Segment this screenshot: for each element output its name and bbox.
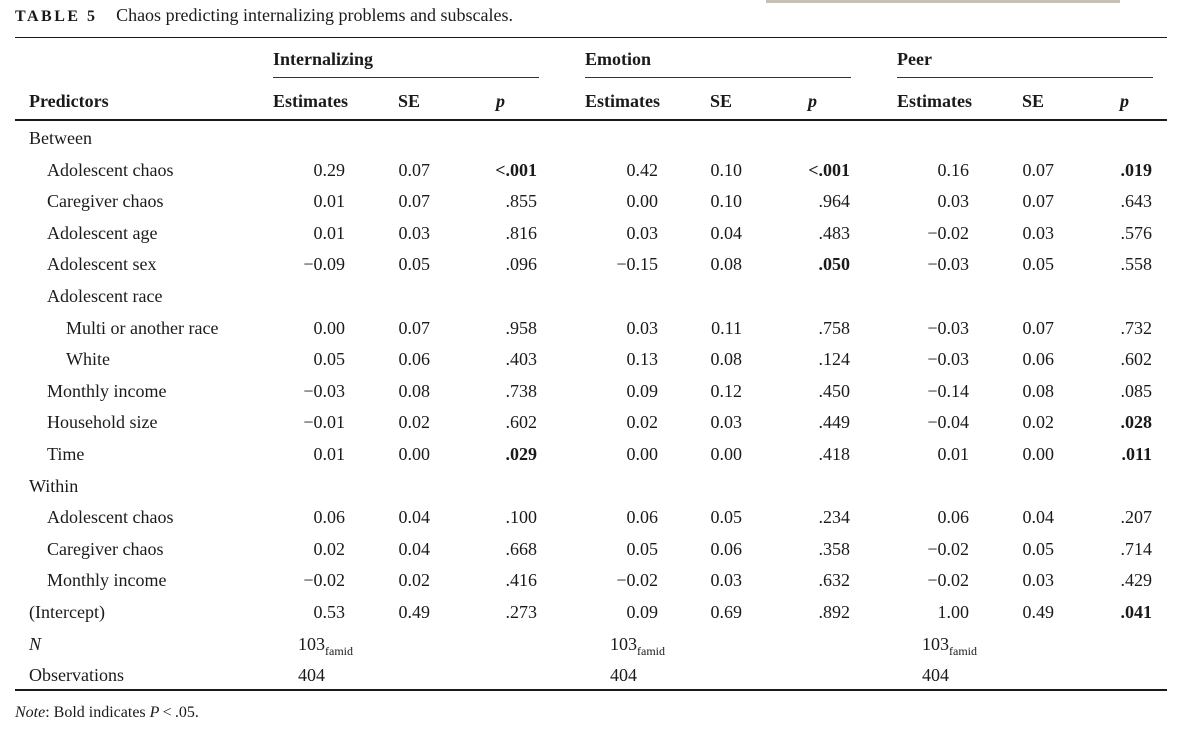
p-header: p bbox=[496, 91, 505, 111]
table-title: Chaos predicting internalizing problems and subscales. bbox=[116, 5, 513, 25]
row-label: Monthly income bbox=[47, 381, 167, 401]
n-subscript: famid bbox=[949, 644, 977, 658]
p-value-cell: .855 bbox=[505, 191, 537, 211]
observations-value: 404 bbox=[922, 665, 949, 685]
se-cell: 0.02 bbox=[1022, 412, 1054, 432]
group-header-emotion: Emotion bbox=[585, 49, 652, 69]
estimate-cell: −0.03 bbox=[927, 318, 969, 338]
estimate-cell: 0.01 bbox=[937, 444, 969, 464]
estimate-cell: 0.53 bbox=[313, 602, 345, 622]
estimate-cell: 0.05 bbox=[626, 539, 658, 559]
p-value-cell: .234 bbox=[818, 507, 850, 527]
estimate-cell: 0.06 bbox=[313, 507, 345, 527]
n-label: N bbox=[29, 634, 42, 654]
p-value-cell: .964 bbox=[818, 191, 850, 211]
row-label: Caregiver chaos bbox=[47, 539, 164, 559]
estimate-cell: 0.01 bbox=[313, 444, 345, 464]
row-label: White bbox=[66, 349, 110, 369]
p-value-cell: .816 bbox=[505, 223, 537, 243]
p-value-cell: .643 bbox=[1120, 191, 1152, 211]
se-cell: 0.07 bbox=[1022, 191, 1054, 211]
estimate-cell: −0.02 bbox=[927, 539, 969, 559]
se-cell: 0.03 bbox=[710, 412, 742, 432]
estimate-cell: 0.06 bbox=[937, 507, 969, 527]
estimate-cell: 0.02 bbox=[313, 539, 345, 559]
row-label: Multi or another race bbox=[66, 318, 219, 338]
estimate-cell: −0.15 bbox=[616, 254, 658, 274]
row-label: Adolescent race bbox=[47, 286, 163, 306]
se-cell: 0.03 bbox=[710, 570, 742, 590]
estimates-header: Estimates bbox=[585, 91, 660, 111]
p-value-cell: .714 bbox=[1120, 539, 1152, 559]
p-value-cell: .028 bbox=[1120, 412, 1152, 432]
estimate-cell: 0.00 bbox=[626, 444, 658, 464]
estimate-cell: 0.03 bbox=[937, 191, 969, 211]
se-cell: 0.10 bbox=[710, 191, 742, 211]
n-number: 103 bbox=[610, 634, 637, 654]
table-caption bbox=[15, 5, 513, 26]
row-label: Household size bbox=[47, 412, 158, 432]
se-cell: 0.00 bbox=[398, 444, 430, 464]
se-cell: 0.02 bbox=[398, 412, 430, 432]
se-header: SE bbox=[1022, 91, 1045, 111]
n-subscript: famid bbox=[325, 644, 353, 658]
row-label: Monthly income bbox=[47, 570, 167, 590]
p-value-cell: .450 bbox=[818, 381, 850, 401]
observations-label: Observations bbox=[29, 665, 124, 685]
estimate-cell: 0.01 bbox=[313, 191, 345, 211]
p-value-cell: .449 bbox=[818, 412, 850, 432]
p-value-cell: .019 bbox=[1120, 160, 1152, 180]
se-cell: 0.06 bbox=[398, 349, 430, 369]
p-value-cell: .758 bbox=[818, 318, 850, 338]
p-value-cell: <.001 bbox=[808, 160, 850, 180]
estimate-cell: −0.14 bbox=[927, 381, 969, 401]
p-value-cell: .403 bbox=[505, 349, 537, 369]
row-label: Adolescent chaos bbox=[47, 507, 174, 527]
estimate-cell: 0.03 bbox=[626, 318, 658, 338]
se-cell: 0.08 bbox=[710, 349, 742, 369]
se-cell: 0.07 bbox=[1022, 318, 1054, 338]
group-header-internalizing: Internalizing bbox=[273, 49, 374, 69]
p-value-cell: .576 bbox=[1120, 223, 1152, 243]
estimate-cell: 0.05 bbox=[313, 349, 345, 369]
estimate-cell: 0.13 bbox=[626, 349, 658, 369]
p-value-cell: .418 bbox=[818, 444, 850, 464]
p-value-cell: .668 bbox=[505, 539, 537, 559]
se-cell: 0.12 bbox=[710, 381, 742, 401]
estimate-cell: 0.00 bbox=[626, 191, 658, 211]
p-value-cell: .602 bbox=[505, 412, 537, 432]
p-value-cell: .041 bbox=[1120, 602, 1152, 622]
se-cell: 0.05 bbox=[710, 507, 742, 527]
estimate-cell: 1.00 bbox=[937, 602, 969, 622]
p-value-cell: .958 bbox=[505, 318, 537, 338]
observations-value: 404 bbox=[298, 665, 325, 685]
se-cell: 0.04 bbox=[398, 539, 430, 559]
se-header: SE bbox=[398, 91, 421, 111]
se-cell: 0.07 bbox=[1022, 160, 1054, 180]
row-label: Adolescent sex bbox=[47, 254, 157, 274]
n-number: 103 bbox=[922, 634, 949, 654]
estimate-cell: 0.00 bbox=[313, 318, 345, 338]
estimate-cell: 0.01 bbox=[313, 223, 345, 243]
n-subscript: famid bbox=[637, 644, 665, 658]
predictors-header: Predictors bbox=[29, 91, 109, 111]
se-cell: 0.05 bbox=[1022, 539, 1054, 559]
estimate-cell: 0.42 bbox=[626, 160, 658, 180]
p-value-cell: <.001 bbox=[495, 160, 537, 180]
p-value-cell: .050 bbox=[818, 254, 850, 274]
n-value bbox=[298, 633, 353, 657]
observations-value: 404 bbox=[610, 665, 637, 685]
note-text: : Bold indicates bbox=[45, 704, 150, 721]
se-cell: 0.05 bbox=[398, 254, 430, 274]
bottom-rule bbox=[15, 689, 1167, 691]
se-cell: 0.08 bbox=[1022, 381, 1054, 401]
estimate-cell: −0.02 bbox=[927, 570, 969, 590]
se-cell: 0.07 bbox=[398, 318, 430, 338]
top-decorative-bar bbox=[766, 0, 1120, 3]
estimate-cell: −0.02 bbox=[616, 570, 658, 590]
row-label: (Intercept) bbox=[29, 602, 105, 622]
note-prefix: Note bbox=[15, 704, 46, 721]
table-label: TABLE 5 bbox=[15, 8, 98, 25]
header-rule bbox=[15, 119, 1167, 121]
p-value-cell: .085 bbox=[1120, 381, 1152, 401]
se-cell: 0.03 bbox=[1022, 223, 1054, 243]
se-cell: 0.05 bbox=[1022, 254, 1054, 274]
top-rule bbox=[15, 37, 1167, 38]
se-cell: 0.02 bbox=[398, 570, 430, 590]
se-cell: 0.49 bbox=[1022, 602, 1054, 622]
se-cell: 0.07 bbox=[398, 191, 430, 211]
estimate-cell: −0.02 bbox=[927, 223, 969, 243]
p-value-cell: .892 bbox=[818, 602, 850, 622]
row-label: Caregiver chaos bbox=[47, 191, 164, 211]
p-value-cell: .429 bbox=[1120, 570, 1152, 590]
estimate-cell: −0.03 bbox=[927, 254, 969, 274]
p-value-cell: .602 bbox=[1120, 349, 1152, 369]
estimate-cell: −0.01 bbox=[303, 412, 345, 432]
p-value-cell: .273 bbox=[505, 602, 537, 622]
group-underline bbox=[897, 77, 1153, 78]
se-cell: 0.03 bbox=[1022, 570, 1054, 590]
p-value-cell: .124 bbox=[818, 349, 850, 369]
estimate-cell: 0.16 bbox=[937, 160, 969, 180]
se-cell: 0.00 bbox=[710, 444, 742, 464]
se-cell: 0.11 bbox=[711, 318, 742, 338]
estimate-cell: −0.09 bbox=[303, 254, 345, 274]
estimate-cell: −0.04 bbox=[927, 412, 969, 432]
se-cell: 0.04 bbox=[1022, 507, 1054, 527]
se-cell: 0.07 bbox=[398, 160, 430, 180]
se-cell: 0.69 bbox=[710, 602, 742, 622]
estimate-cell: 0.06 bbox=[626, 507, 658, 527]
se-cell: 0.03 bbox=[398, 223, 430, 243]
se-cell: 0.08 bbox=[398, 381, 430, 401]
row-label: Time bbox=[47, 444, 85, 464]
table-note bbox=[15, 704, 199, 722]
estimates-header: Estimates bbox=[273, 91, 348, 111]
p-header: p bbox=[808, 91, 817, 111]
p-value-cell: .207 bbox=[1120, 507, 1152, 527]
se-cell: 0.49 bbox=[398, 602, 430, 622]
p-value-cell: .029 bbox=[505, 444, 537, 464]
estimate-cell: 0.09 bbox=[626, 381, 658, 401]
row-label: Within bbox=[29, 476, 79, 496]
p-value-cell: .732 bbox=[1120, 318, 1152, 338]
estimate-cell: 0.03 bbox=[626, 223, 658, 243]
estimate-cell: −0.02 bbox=[303, 570, 345, 590]
p-value-cell: .358 bbox=[818, 539, 850, 559]
estimate-cell: 0.29 bbox=[313, 160, 345, 180]
estimate-cell: 0.02 bbox=[626, 412, 658, 432]
estimates-header: Estimates bbox=[897, 91, 972, 111]
p-value-cell: .558 bbox=[1120, 254, 1152, 274]
se-cell: 0.06 bbox=[1022, 349, 1054, 369]
row-label: Adolescent age bbox=[47, 223, 158, 243]
p-header: p bbox=[1120, 91, 1129, 111]
se-header: SE bbox=[710, 91, 733, 111]
group-header-peer: Peer bbox=[897, 49, 932, 69]
p-value-cell: .483 bbox=[818, 223, 850, 243]
group-underline bbox=[585, 77, 851, 78]
p-value-cell: .738 bbox=[505, 381, 537, 401]
p-value-cell: .632 bbox=[818, 570, 850, 590]
p-value-cell: .011 bbox=[1121, 444, 1152, 464]
estimate-cell: 0.09 bbox=[626, 602, 658, 622]
se-cell: 0.06 bbox=[710, 539, 742, 559]
n-value bbox=[610, 633, 665, 657]
estimate-cell: −0.03 bbox=[303, 381, 345, 401]
se-cell: 0.10 bbox=[710, 160, 742, 180]
estimate-cell: −0.03 bbox=[927, 349, 969, 369]
group-underline bbox=[273, 77, 539, 78]
note-rest: < .05. bbox=[159, 704, 199, 721]
se-cell: 0.00 bbox=[1022, 444, 1054, 464]
row-label: Adolescent chaos bbox=[47, 160, 174, 180]
row-label: Between bbox=[29, 128, 92, 148]
p-value-cell: .100 bbox=[505, 507, 537, 527]
note-p: P bbox=[149, 704, 160, 721]
p-value-cell: .096 bbox=[505, 254, 537, 274]
n-value bbox=[922, 633, 977, 657]
se-cell: 0.04 bbox=[398, 507, 430, 527]
n-number: 103 bbox=[298, 634, 325, 654]
se-cell: 0.04 bbox=[710, 223, 742, 243]
p-value-cell: .416 bbox=[505, 570, 537, 590]
se-cell: 0.08 bbox=[710, 254, 742, 274]
